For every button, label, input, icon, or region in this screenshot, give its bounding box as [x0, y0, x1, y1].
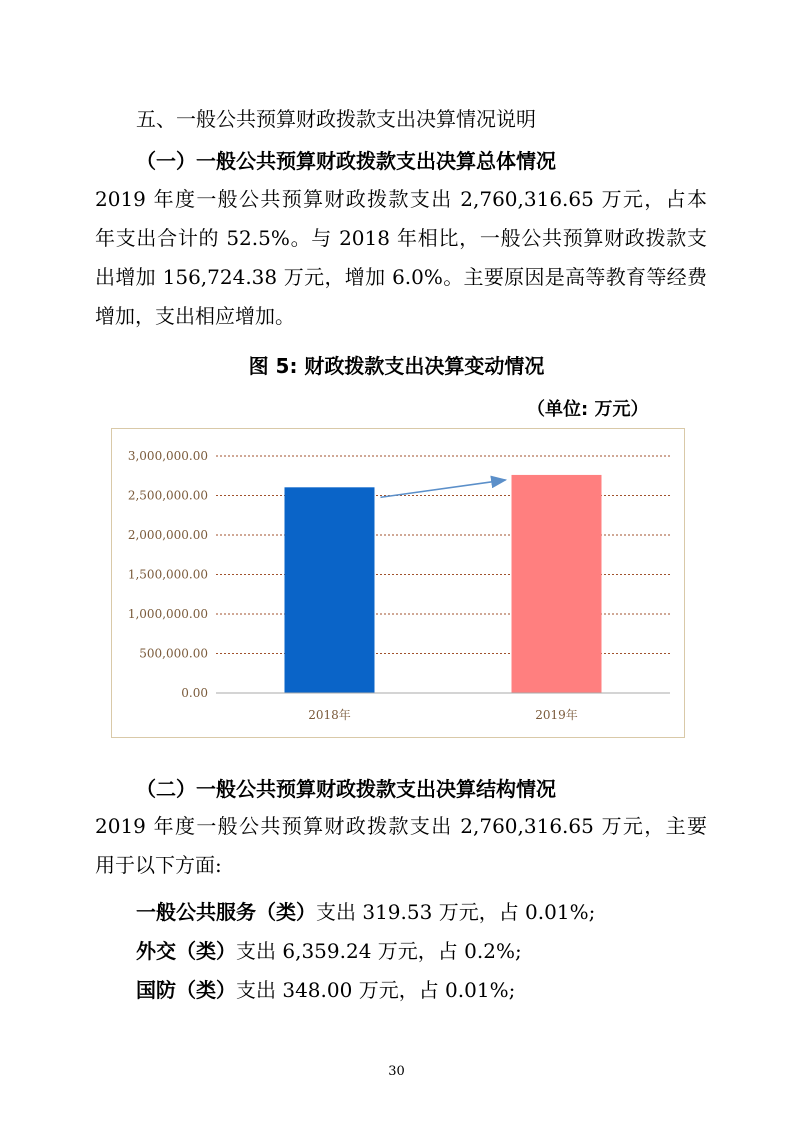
paragraph-line: 用于以下方面:: [95, 853, 222, 877]
expense-category: 外交（类）: [136, 939, 236, 963]
bar-chart: [111, 428, 685, 738]
subsection-heading-1: （一）一般公共预算财政拨款支出决算总体情况: [136, 149, 556, 173]
bar-2: [512, 475, 602, 693]
y-tick-label: 3,000,000.00: [127, 449, 208, 463]
expense-category: 一般公共服务（类）: [136, 900, 316, 924]
figure-title: 图 5: 财政拨款支出决算变动情况: [248, 354, 545, 378]
expense-category: 国防（类）: [136, 978, 236, 1002]
paragraph-line: 年支出合计的 52.5%。与 2018 年相比，一般公共预算财政拨款支: [95, 226, 707, 250]
paragraph-line: 增加，支出相应增加。: [95, 304, 295, 328]
page-number: 30: [388, 1064, 405, 1079]
expense-detail: 支出 319.53 万元，占 0.01%;: [316, 900, 596, 924]
y-tick-label: 1,500,000.00: [127, 567, 208, 582]
expense-item: [136, 974, 515, 1003]
expense-item: [136, 896, 595, 925]
paragraph-overview: [95, 180, 707, 336]
section-heading: 五、一般公共预算财政拨款支出决算情况说明: [136, 107, 536, 131]
expense-item: [136, 935, 522, 964]
paragraph-line: 出增加 156,724.38 万元，增加 6.0%。主要原因是高等教育等经费: [95, 265, 707, 289]
x-category-label: 2019年: [535, 708, 578, 722]
y-tick-label: 2,500,000.00: [127, 488, 208, 503]
paragraph-line: 2019 年度一般公共预算财政拨款支出 2,760,316.65 万元，占本: [95, 187, 707, 211]
y-tick-label: 0.00: [181, 686, 208, 700]
trend-arrow: [381, 480, 506, 497]
expense-detail: 支出 348.00 万元，占 0.01%;: [236, 978, 516, 1002]
paragraph-line: 2019 年度一般公共预算财政拨款支出 2,760,316.65 万元，主要: [95, 814, 707, 838]
paragraph-structure: [95, 807, 707, 885]
subsection-heading-2: （二）一般公共预算财政拨款支出决算结构情况: [136, 777, 556, 801]
y-tick-label: 2,000,000.00: [127, 528, 208, 542]
unit-label: （单位: 万元）: [527, 399, 649, 420]
x-category-label: 2018年: [308, 708, 351, 722]
y-tick-label: 1,000,000.00: [127, 607, 208, 621]
y-tick-label: 500,000.00: [139, 646, 208, 661]
expense-detail: 支出 6,359.24 万元，占 0.2%;: [236, 939, 522, 963]
bar-1: [285, 487, 375, 693]
chart-svg: [112, 429, 684, 737]
